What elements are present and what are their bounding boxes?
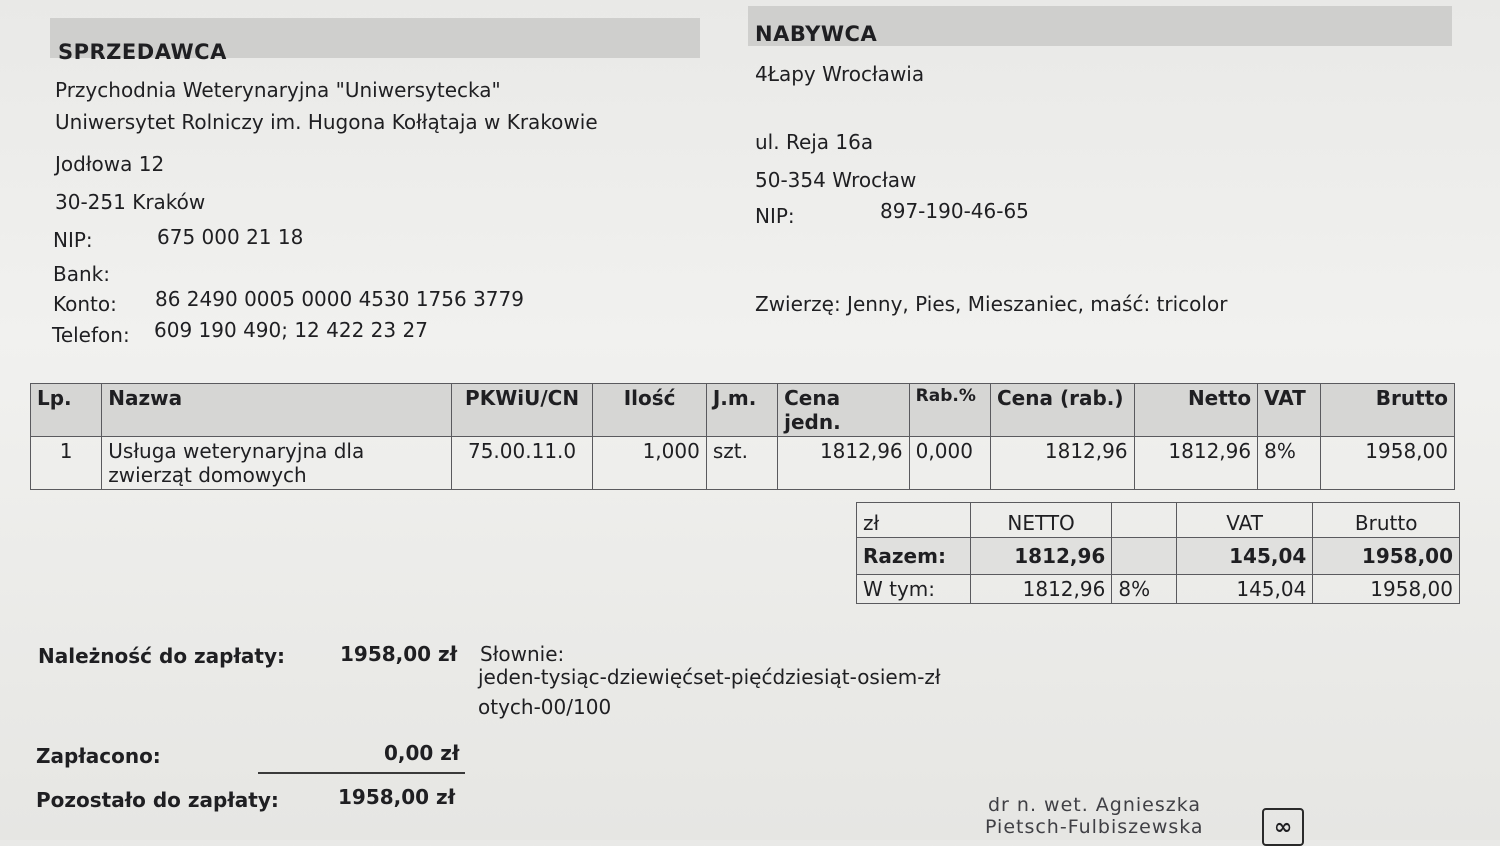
summary-h-vat: VAT <box>1176 503 1312 538</box>
seller-nip-label: NIP: <box>53 228 93 252</box>
col-cena-rab: Cena (rab.) <box>991 384 1135 437</box>
seller-line-4: 30-251 Kraków <box>55 190 206 214</box>
seller-konto: 86 2490 0005 0000 4530 1756 3779 <box>155 287 524 311</box>
table-row <box>31 437 1455 490</box>
paid-underline <box>258 772 465 774</box>
summary-razem-netto: 1812,96 <box>970 538 1112 575</box>
summary-razem-vat: 145,04 <box>1176 538 1312 575</box>
summary-wtym-netto: 1812,96 <box>970 575 1112 604</box>
col-ilosc: Ilość <box>593 384 706 437</box>
words-line-1: jeden-tysiąc-dziewięćset-pięćdziesiąt-osiem-zł <box>478 665 941 689</box>
seller-konto-label: Konto: <box>53 292 117 316</box>
row-rab: 0,000 <box>909 437 990 490</box>
row-netto: 1812,96 <box>1134 437 1258 490</box>
seller-line-2: Uniwersytet Rolniczy im. Hugona Kołłątaja w Krakowie <box>55 110 598 134</box>
summary-wtym-brutto: 1958,00 <box>1313 575 1460 604</box>
row-nazwa <box>102 437 451 490</box>
seller-line-3: Jodłowa 12 <box>55 152 165 176</box>
seller-telefon: 609 190 490; 12 422 23 27 <box>154 318 428 342</box>
row-nazwa-line-1: Usługa weterynaryjna dla <box>108 439 365 463</box>
seller-bank-label: Bank: <box>53 262 110 286</box>
buyer-city: 50-354 Wrocław <box>755 168 917 192</box>
summary-h-currency: zł <box>857 503 971 538</box>
summary-h-netto: NETTO <box>970 503 1112 538</box>
summary-h-brutto: Brutto <box>1313 503 1460 538</box>
buyer-nip: 897-190-46-65 <box>880 199 1029 223</box>
remaining-label: Pozostało do zapłaty: <box>36 788 279 812</box>
due-label: Należność do zapłaty: <box>38 644 285 668</box>
buyer-name: 4Łapy Wrocławia <box>755 62 925 86</box>
seller-header: SPRZEDAWCA <box>58 40 227 64</box>
row-pkwiu: 75.00.11.0 <box>451 437 593 490</box>
col-netto: Netto <box>1134 384 1258 437</box>
summary-h-blank <box>1112 503 1177 538</box>
summary-header-row <box>857 503 1460 538</box>
words-label: Słownie: <box>480 642 565 666</box>
summary-wtym-label: W tym: <box>857 575 971 604</box>
col-cena: Cena jedn. <box>778 384 910 437</box>
seller-nip: 675 000 21 18 <box>157 225 304 249</box>
paid-value: 0,00 zł <box>384 741 460 765</box>
col-pkwiu: PKWiU/CN <box>451 384 593 437</box>
items-table <box>30 383 1455 490</box>
buyer-street: ul. Reja 16a <box>755 130 874 154</box>
row-jm: szt. <box>706 437 777 490</box>
col-lp: Lp. <box>31 384 102 437</box>
seller-telefon-label: Telefon: <box>52 323 130 347</box>
summary-wtym-rate: 8% <box>1112 575 1177 604</box>
summary-razem-blank <box>1112 538 1177 575</box>
summary-wtym-row <box>857 575 1460 604</box>
row-ilosc: 1,000 <box>593 437 706 490</box>
summary-wtym-vat: 145,04 <box>1176 575 1312 604</box>
col-vat: VAT <box>1258 384 1321 437</box>
col-brutto: Brutto <box>1321 384 1455 437</box>
buyer-animal: Zwierzę: Jenny, Pies, Mieszaniec, maść: tricolor <box>755 292 1228 316</box>
row-brutto: 1958,00 <box>1321 437 1455 490</box>
col-rab: Rab.% <box>909 384 990 437</box>
col-nazwa: Nazwa <box>102 384 451 437</box>
seller-line-1: Przychodnia Weterynaryjna "Uniwersytecka" <box>55 78 501 102</box>
remaining-value: 1958,00 zł <box>338 785 456 809</box>
row-lp: 1 <box>31 437 102 490</box>
summary-razem-label: Razem: <box>857 538 971 575</box>
words-line-2: otych-00/100 <box>478 695 612 719</box>
summary-razem-row <box>857 538 1460 575</box>
summary-table <box>856 502 1460 604</box>
col-jm: J.m. <box>706 384 777 437</box>
row-cena: 1812,96 <box>778 437 910 490</box>
items-header-row <box>31 384 1455 437</box>
paid-label: Zapłacono: <box>36 744 161 768</box>
row-cena-rab: 1812,96 <box>991 437 1135 490</box>
buyer-header: NABYWCA <box>755 22 878 46</box>
signature-line-1: dr n. wet. Agnieszka <box>988 794 1202 816</box>
clinic-logo-icon: ∞ <box>1262 808 1304 846</box>
row-nazwa-line-2: zwierząt domowych <box>108 463 307 487</box>
signature-line-2: Pietsch-Fulbiszewska <box>985 816 1204 838</box>
due-value: 1958,00 zł <box>340 642 458 666</box>
summary-razem-brutto: 1958,00 <box>1313 538 1460 575</box>
buyer-nip-label: NIP: <box>755 204 795 228</box>
row-vat: 8% <box>1258 437 1321 490</box>
